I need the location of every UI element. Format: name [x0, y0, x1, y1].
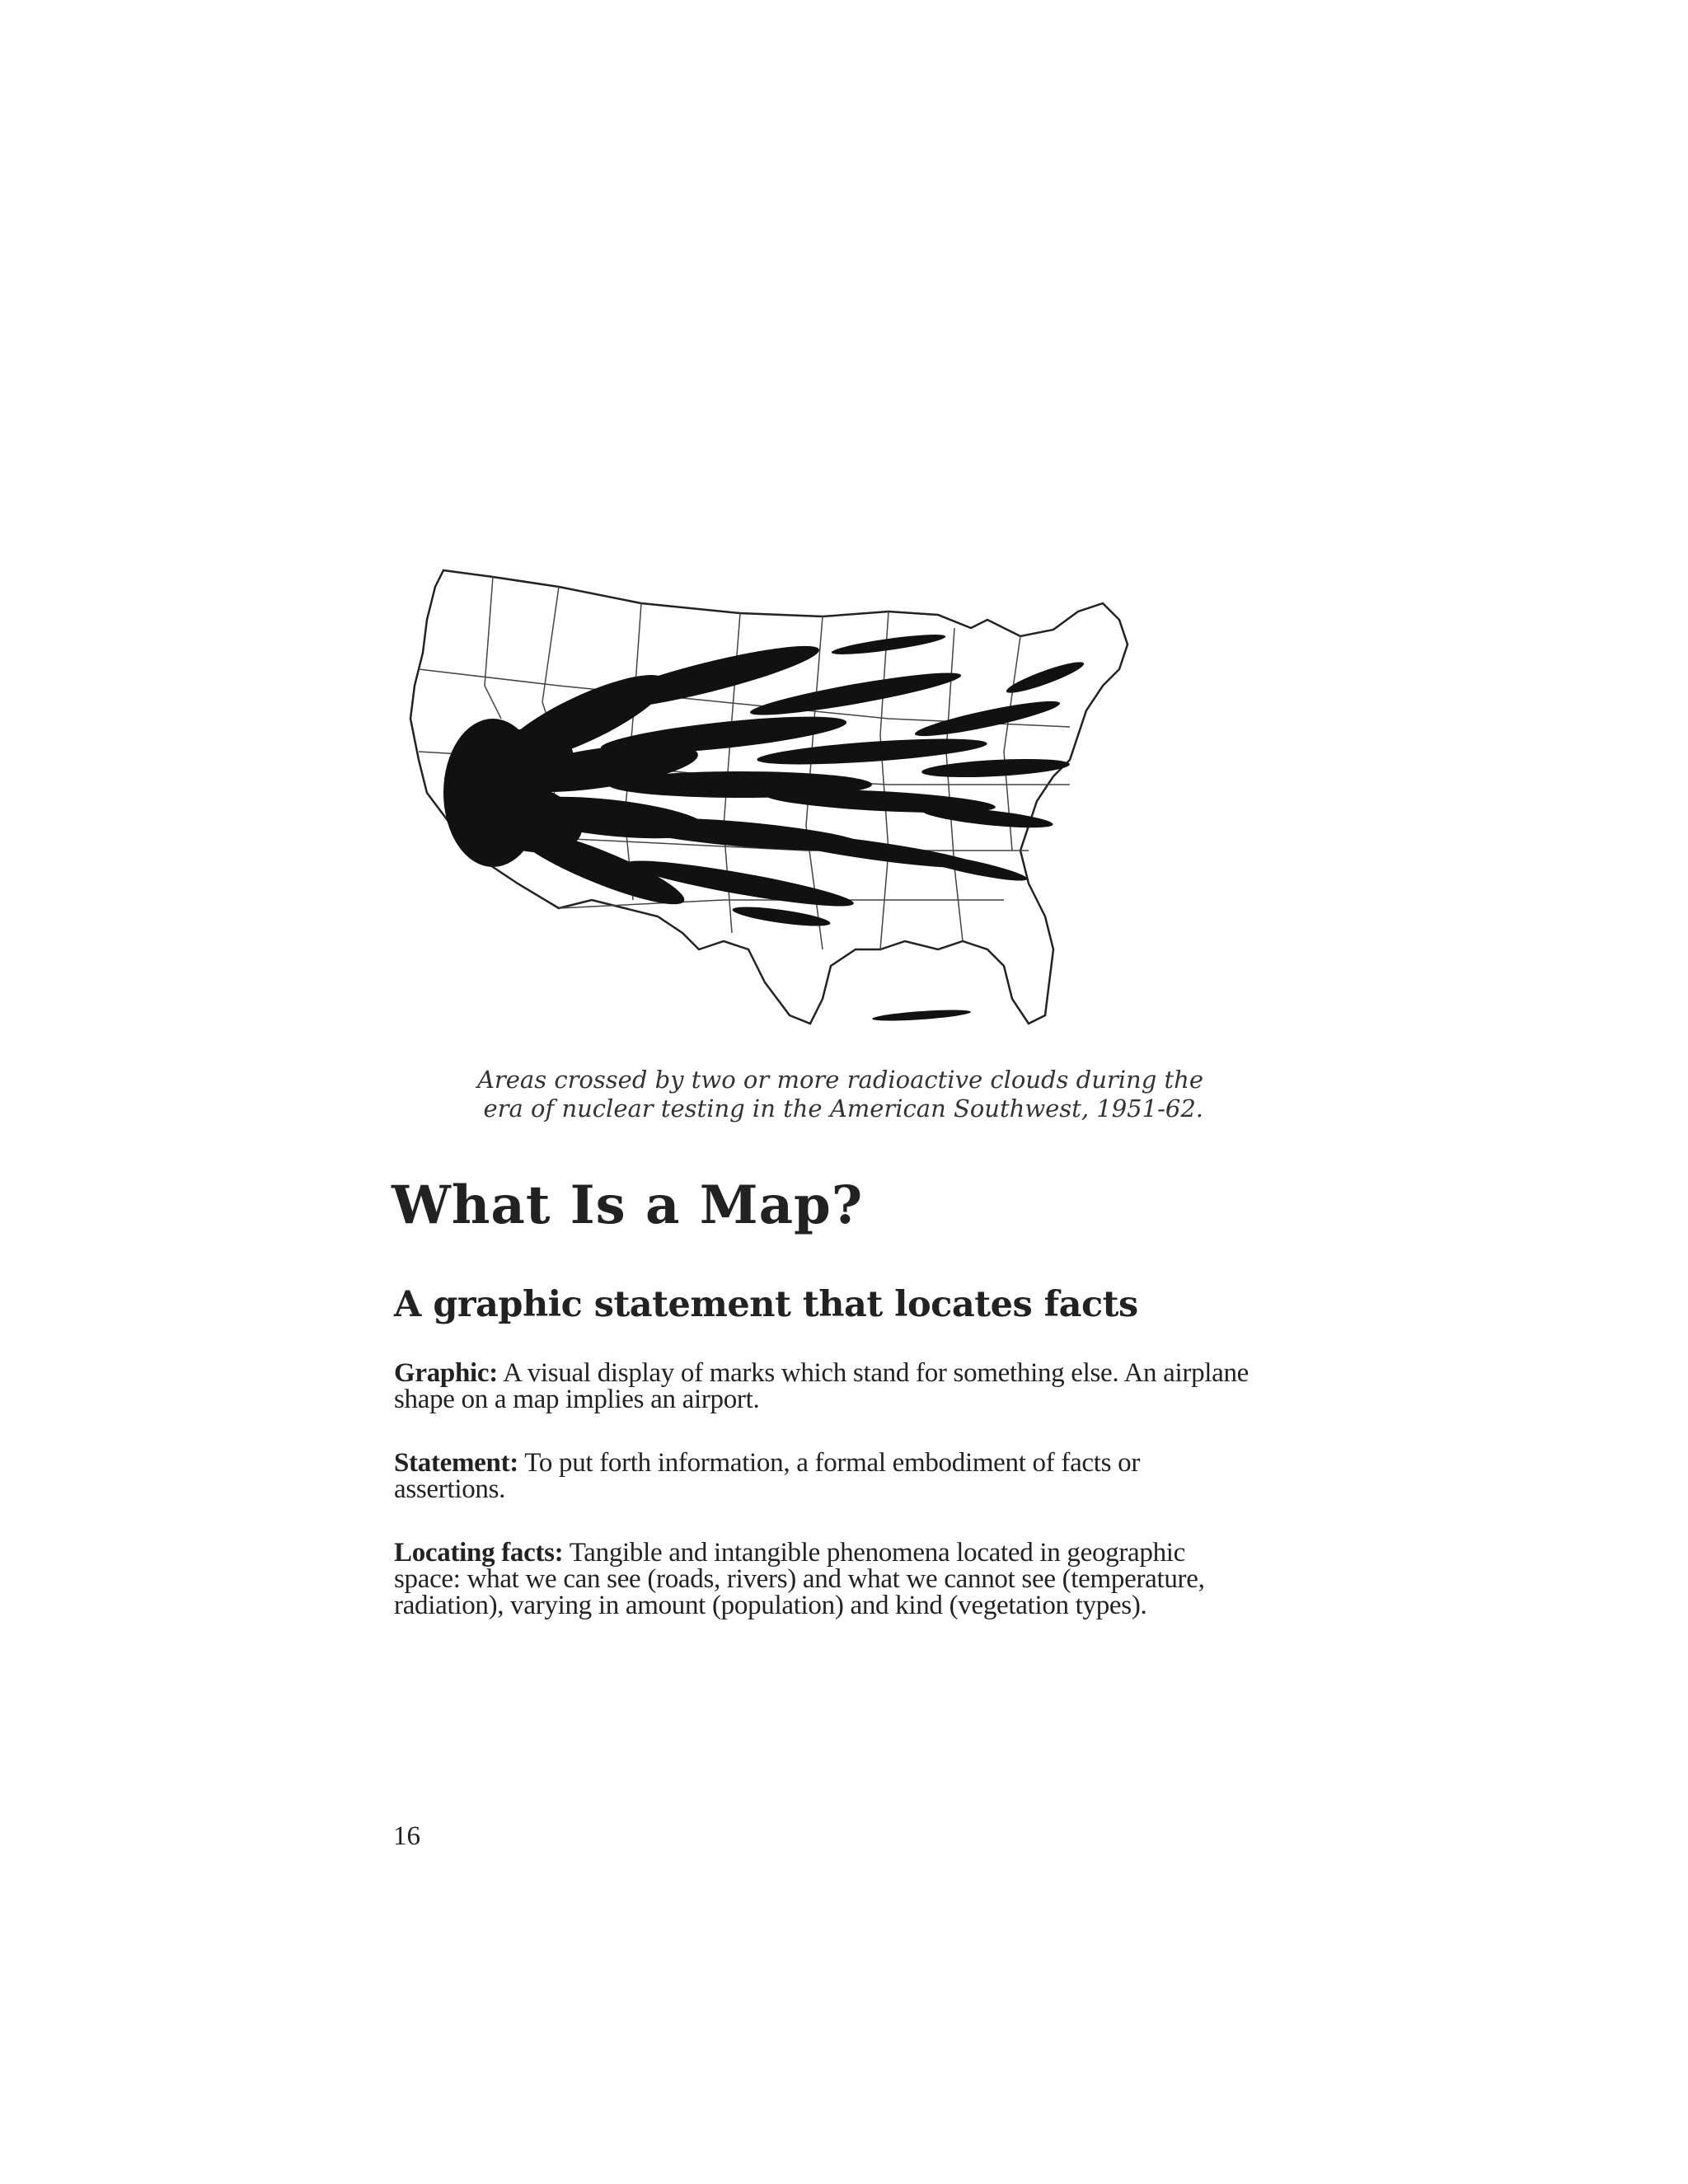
- definition-graphic: [394, 1360, 1251, 1413]
- definition-text: To put forth information, a formal embodiment of facts or assertions.: [394, 1448, 1141, 1504]
- definition-text: A visual display of marks which stand for something else. An airplane shape on a map implies an airport.: [394, 1358, 1250, 1414]
- caption-line-1: Areas crossed by two or more radioactive clouds during the: [476, 1066, 1203, 1094]
- fallout-marks: [443, 630, 1086, 1023]
- page-subtitle: A graphic statement that locates facts: [394, 1284, 1138, 1325]
- definition-text: Tangible and intangible phenomena located in geographic space: what we can see (roads, rivers) and what we cannot see (temperature, radiation), varying in amount (population) and kind (vegetation types).: [394, 1538, 1205, 1620]
- definition-statement: [394, 1450, 1251, 1502]
- definition-term: Locating facts:: [394, 1538, 564, 1568]
- page-number: 16: [393, 1821, 420, 1851]
- caption-line-2: era of nuclear testing in the American Southwest, 1951-62.: [483, 1094, 1203, 1122]
- definition-term: Statement:: [394, 1448, 518, 1478]
- figure-caption: [462, 1066, 1203, 1123]
- us-fallout-map: [394, 554, 1202, 1065]
- page-title: What Is a Map?: [392, 1174, 864, 1236]
- us-fallout-map-icon: [394, 554, 1202, 1065]
- definition-list: [394, 1360, 1251, 1656]
- definition-term: Graphic:: [394, 1358, 498, 1388]
- definition-locating-facts: [394, 1540, 1251, 1619]
